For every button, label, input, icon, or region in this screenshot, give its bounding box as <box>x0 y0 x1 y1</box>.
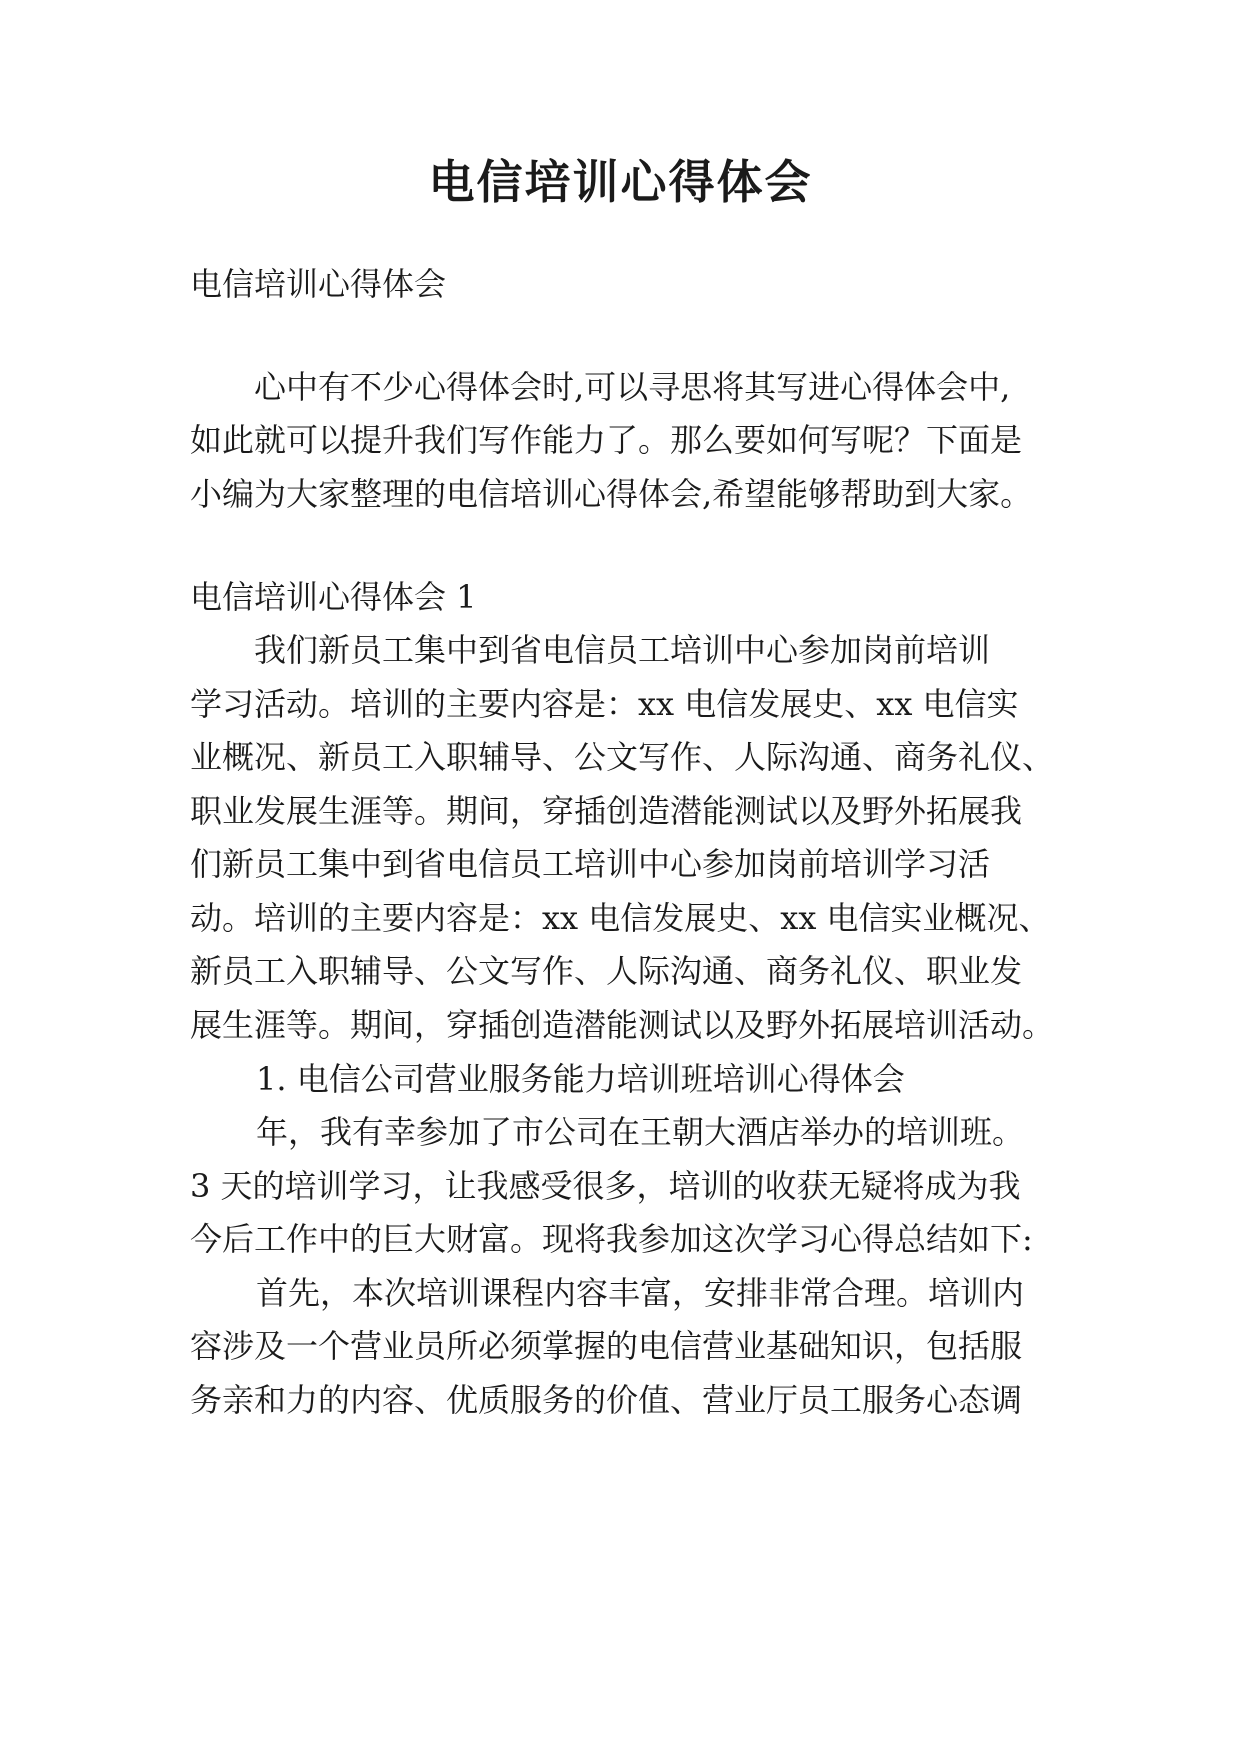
item2-line-2: 容涉及一个营业员所必须掌握的电信营业基础知识，包括服 <box>190 1327 1023 1365</box>
item1-line-3: 今后工作中的巨大财富。现将我参加这次学习心得总结如下: <box>190 1220 1033 1258</box>
item1-heading: 1. 电信公司营业服务能力培训班培训心得体会 <box>256 1060 905 1098</box>
section1-line-3: 业概况、新员工入职辅导、公文写作、人际沟通、商务礼仪、 <box>190 738 1055 776</box>
subtitle: 电信培训心得体会 <box>190 265 447 303</box>
item2-line-1: 首先，本次培训课程内容丰富，安排非常合理。培训内 <box>256 1274 1025 1312</box>
section1-line-6: 动。培训的主要内容是：xx 电信发展史、xx 电信实业概况、 <box>190 899 1051 937</box>
section1-line-1: 我们新员工集中到省电信员工培训中心参加岗前培训 <box>254 631 991 669</box>
intro-line-3: 小编为大家整理的电信培训心得体会,希望能够帮助到大家。 <box>190 475 1033 513</box>
section1-line-5: 们新员工集中到省电信员工培训中心参加岗前培训学习活 <box>190 845 991 883</box>
item2-line-3: 务亲和力的内容、优质服务的价值、营业厅员工服务心态调 <box>190 1381 1023 1419</box>
section1-line-2: 学习活动。培训的主要内容是：xx 电信发展史、xx 电信实 <box>190 685 1019 723</box>
intro-line-1: 心中有不少心得体会时,可以寻思将其写进心得体会中, <box>254 368 1011 406</box>
item1-line-2: 3 天的培训学习，让我感受很多，培训的收获无疑将成为我 <box>190 1167 1021 1205</box>
section1-heading: 电信培训心得体会 1 <box>190 578 477 616</box>
section1-line-8: 展生涯等。期间，穿插创造潜能测试以及野外拓展培训活动。 <box>190 1006 1055 1044</box>
document-title: 电信培训心得体会 <box>428 155 813 209</box>
section1-line-4: 职业发展生涯等。期间，穿插创造潜能测试以及野外拓展我 <box>190 792 1023 830</box>
intro-line-2: 如此就可以提升我们写作能力了。那么要如何写呢？下面是 <box>190 421 1023 459</box>
item1-line-1: 年，我有幸参加了市公司在王朝大酒店举办的培训班。 <box>256 1113 1025 1151</box>
section1-line-7: 新员工入职辅导、公文写作、人际沟通、商务礼仪、职业发 <box>190 952 1023 990</box>
